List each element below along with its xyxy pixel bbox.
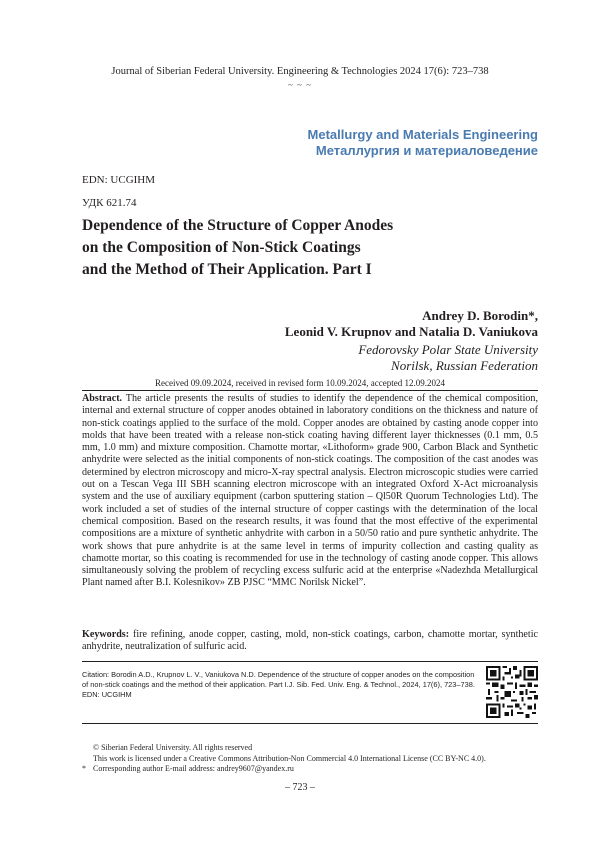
affiliation-place: Norilsk, Russian Federation: [391, 358, 538, 373]
title-line: and the Method of Their Application. Part I: [82, 261, 372, 278]
author-line: Leonid V. Krupnov and Natalia D. Vaniukova: [284, 324, 538, 339]
abstract-top-rule: [82, 390, 538, 391]
title-line: on the Composition of Non-Stick Coatings: [82, 239, 361, 256]
keywords-label: Keywords:: [82, 629, 130, 640]
title-line: Dependence of the Structure of Copper Anodes: [82, 217, 394, 234]
page-number: – 723 –: [285, 782, 315, 793]
footnote-star: *: [82, 764, 86, 773]
corresponding-note: [82, 764, 552, 775]
license-note: This work is licensed under a Creative Commons Attribution-Non Commercial 4.0 International License (CC BY-NC 4.0).: [93, 753, 486, 763]
received-dates: Received 09.09.2024, received in revised form 10.09.2024, accepted 12.09.2024: [155, 378, 445, 388]
copyright-note: © Siberian Federal University. All rights reserved: [93, 743, 253, 752]
affiliation-org: Fedorovsky Polar State University: [358, 342, 538, 357]
keywords-text: fire refining, anode copper, casting, mold, non-stick coatings, carbon, chamotte mortar, synthetic anhydrite, neutralization of sulfuric acid.: [82, 629, 539, 653]
author-line: Andrey D. Borodin*,: [422, 308, 538, 323]
article-title: [82, 215, 522, 281]
footnotes: [82, 743, 552, 775]
keywords: [82, 629, 538, 654]
affiliation-block: [358, 342, 538, 374]
citation-top-rule: [82, 661, 538, 662]
citation: Citation: Borodin A.D., Krupnov L. V., Vaniukova N.D. Dependence of the structure of copper anodes on the composition of non-stick coatings and the method of their application. Part I.J. Sib. Fed. Univ. Eng. & Technol., 2024, 17(6), 723–738. EDN: UCGIHM: [82, 670, 475, 699]
section-title-ru: Металлургия и материаловедение: [315, 143, 538, 158]
qr-code-icon: [486, 666, 538, 718]
abstract-label: Abstract.: [82, 393, 123, 404]
authors-block: [285, 308, 538, 340]
udk-code: УДК 621.74: [82, 197, 137, 209]
section-title-en: Metallurgy and Materials Engineering: [307, 127, 538, 142]
citation-bottom-rule: [82, 723, 538, 724]
journal-header: Journal of Siberian Federal University. Engineering & Technologies 2024 17(6): 723–738: [111, 66, 489, 77]
abstract: [82, 393, 538, 590]
header-ornament: ~ ~ ~: [287, 80, 313, 90]
edn-code: EDN: UCGIHM: [82, 174, 156, 186]
abstract-text: The article presents the results of studies to identify the dependence of the chemical composition, internal and external structure of copper anodes obtained in laboratory conditions on the thickness and nature of non-stick coatings applied to the surface of the mold. Copper anodes are obtained by casting anode copper into molds that have been treated with a release non-stick coating having different layer thicknesses (0.1 mm, 0.5 mm, 1.0 mm) and mixture composition. Chamotte mortar, «Lithoform» grade 900, Carbon Black and Synthetic anhydrite were selected as the initial components of non-stick coatings. The composition of the cast anodes was determined by electron microscopy and micro-X-ray spectral analysis. Electron microscopic studies were carried out on a Tescan Vega III SBH scanning electron microscope with an integrated Oxford X-Act microanalysis system and the use of auxiliary equipment (carbon sputtering station – Ql50R Quorum Technologies Ltd). The work included a set of studies of the internal structure of copper castings with the determination of the local chemical composition. Based on the research results, it was found that the most effective of the experimental compositions are a mixture of synthetic anhydrite with carbon in a 50/50 ratio and pure synthetic anhydrite. The work shows that pure anhydrite is at the same level in terms of impurity collection and casting quality as chamotte mortar, so this coating is recommended for use in the technology of casting anode copper. This allows simultaneously solving the problem of recycling excess sulfuric acid at the enterprise «Nadezhda Metallurgical Plant named after B.I. Kolesnikov» ZB PJSC “MMC Norilsk Nickel”.: [82, 393, 539, 589]
corresponding-author: Corresponding author E-mail address: andrey9607@yandex.ru: [93, 764, 294, 773]
